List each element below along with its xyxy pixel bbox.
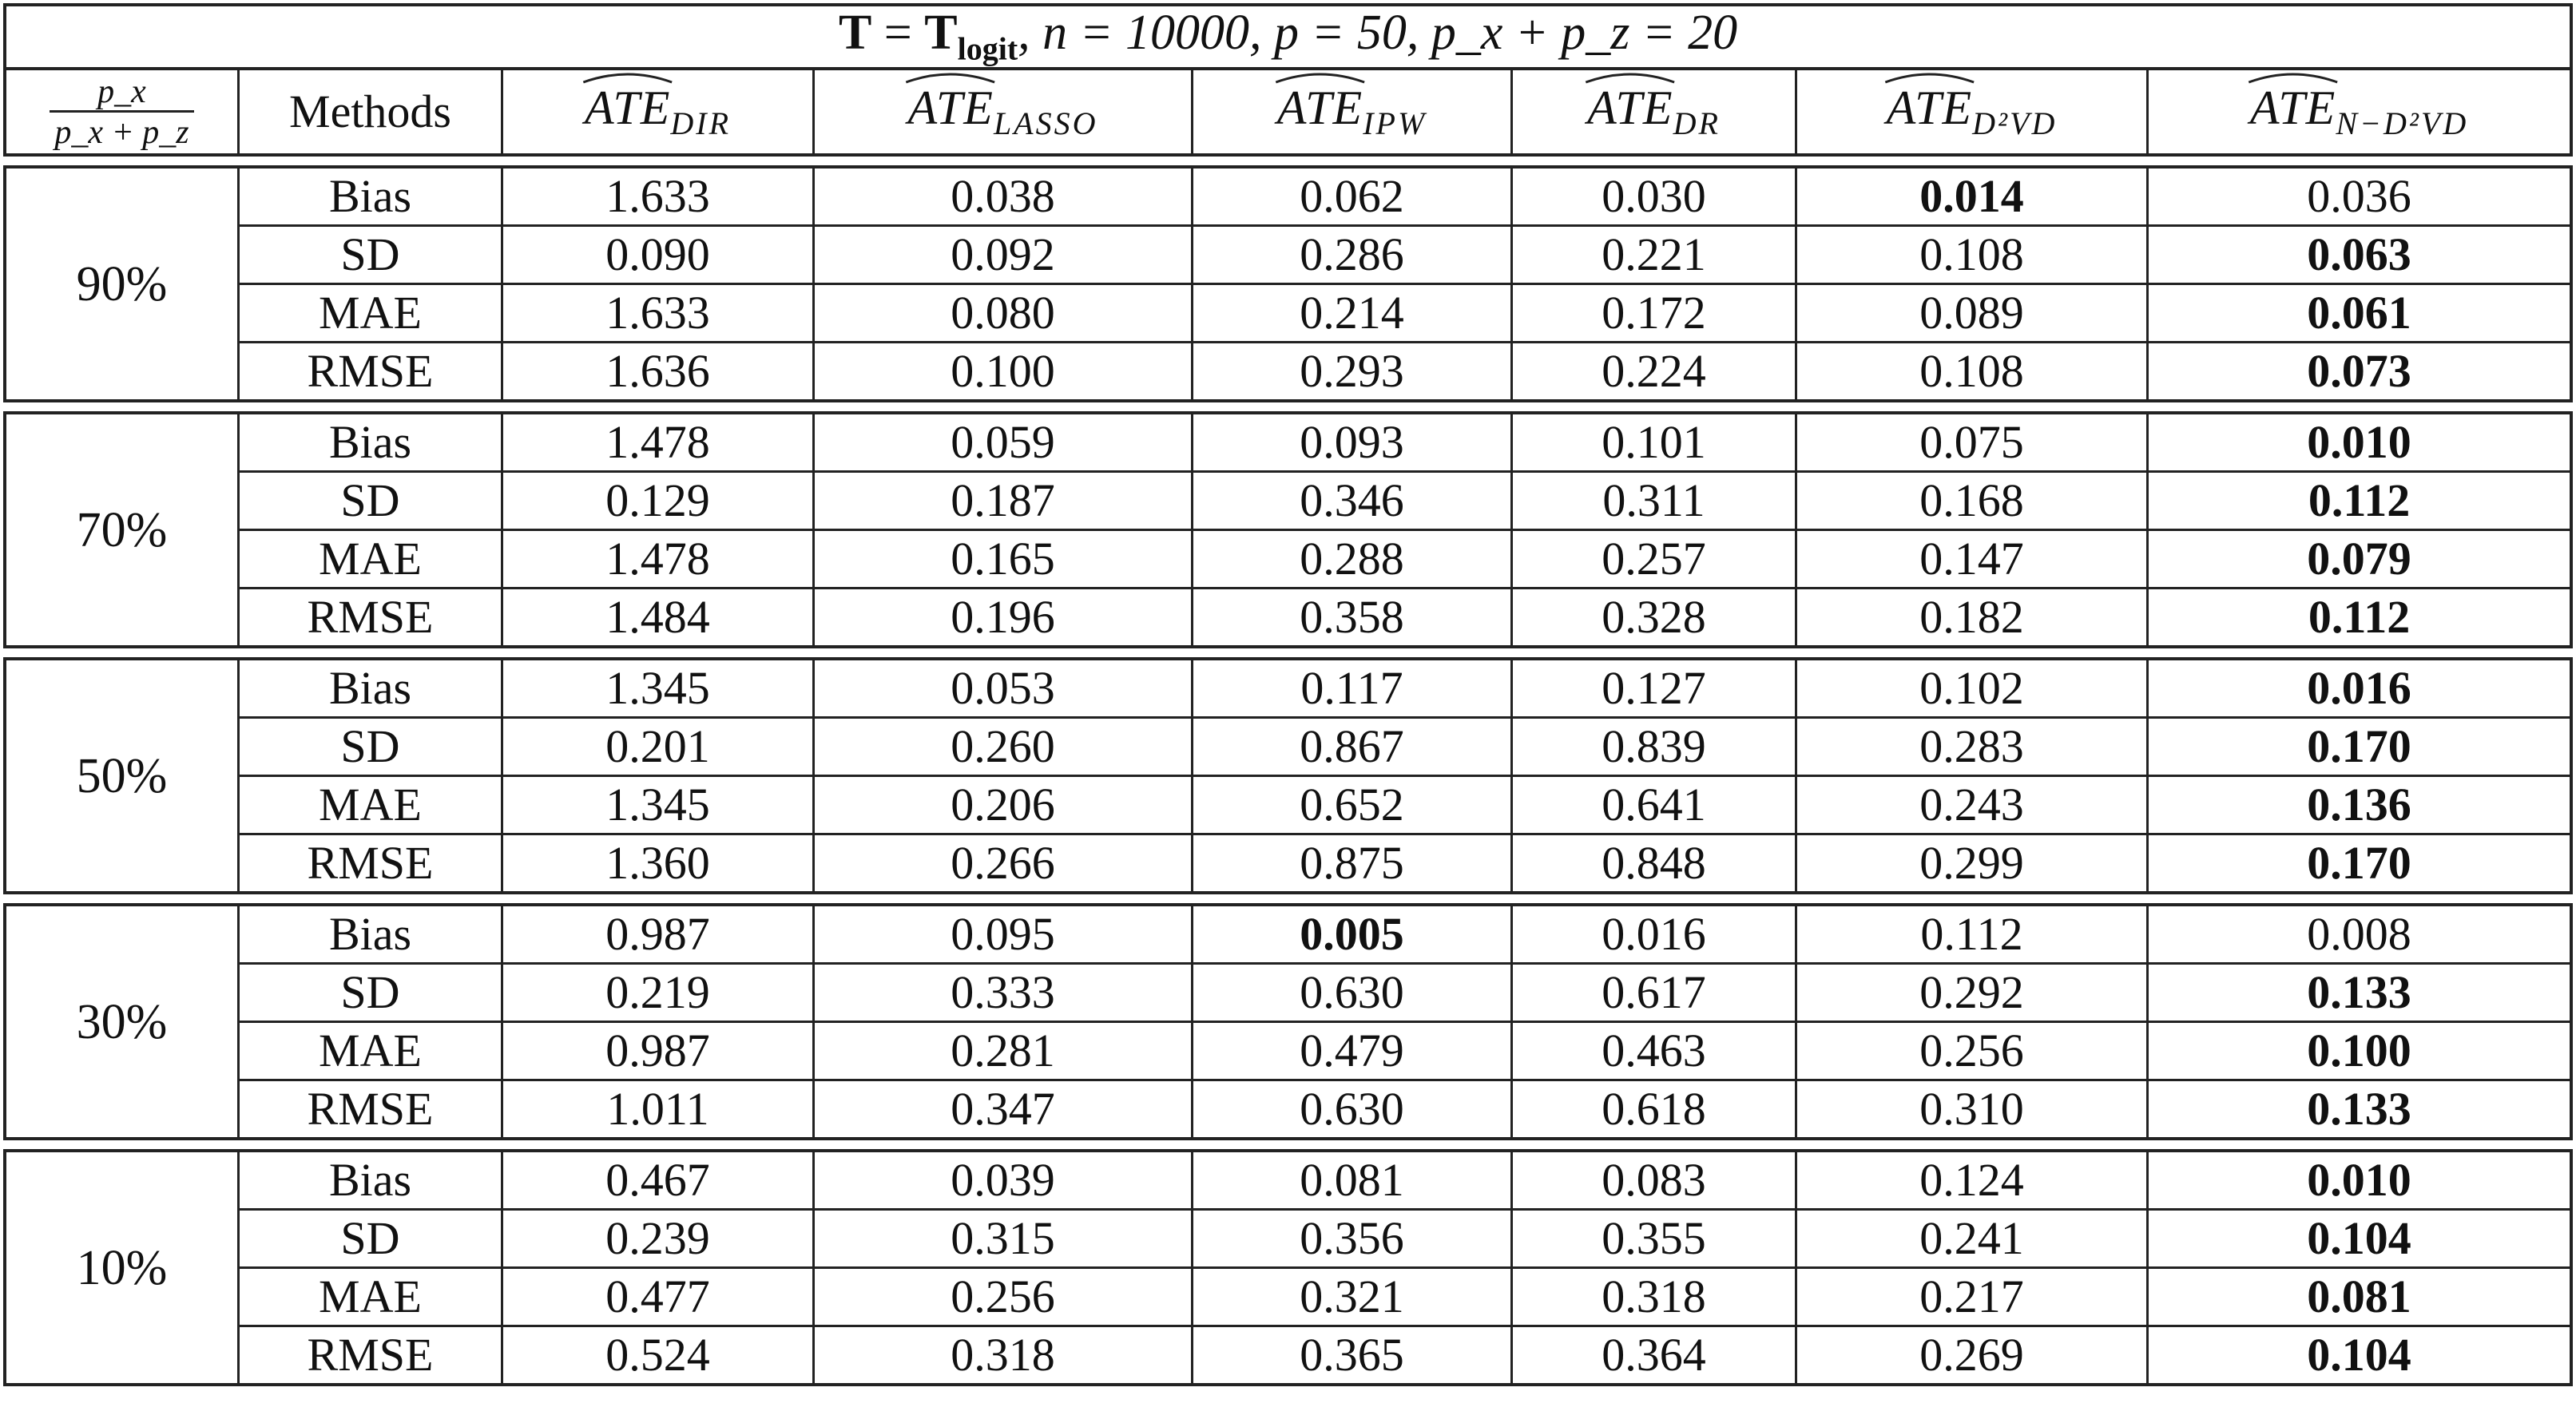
value-cell: 0.127 <box>1513 657 1797 719</box>
value-cell: 1.484 <box>503 589 815 648</box>
table-row <box>3 531 2573 589</box>
value-cell: 0.014 <box>1797 165 2149 227</box>
group-spacer-cell <box>3 1140 2573 1149</box>
value-cell: 0.347 <box>815 1081 1193 1140</box>
value-cell: 0.239 <box>503 1211 815 1269</box>
table-row <box>3 589 2573 648</box>
value-cell: 0.311 <box>1513 473 1797 531</box>
table-row <box>3 285 2573 343</box>
estimator-sub: LASSO <box>993 105 1098 141</box>
estimator-sub: D²VD <box>1972 105 2058 141</box>
group-spacer <box>3 1140 2573 1149</box>
value-cell: 0.062 <box>1193 165 1513 227</box>
value-cell: 0.038 <box>815 165 1193 227</box>
value-cell: 0.168 <box>1797 473 2149 531</box>
metric-label: Bias <box>240 1149 503 1211</box>
estimator-base: ATE <box>584 81 671 134</box>
value-cell: 0.288 <box>1193 531 1513 589</box>
estimator-base: ATE <box>1587 81 1673 134</box>
table-row <box>3 473 2573 531</box>
value-cell: 0.293 <box>1193 343 1513 402</box>
value-cell: 0.839 <box>1513 719 1797 777</box>
value-cell: 0.358 <box>1193 589 1513 648</box>
value-cell: 0.100 <box>815 343 1193 402</box>
value-cell: 0.467 <box>503 1149 815 1211</box>
value-cell: 0.281 <box>815 1023 1193 1081</box>
estimator-base: ATE <box>1276 81 1363 134</box>
value-cell: 0.867 <box>1193 719 1513 777</box>
header-est-2 <box>1193 70 1513 157</box>
table-row <box>3 835 2573 894</box>
value-cell: 0.355 <box>1513 1211 1797 1269</box>
value-cell: 0.108 <box>1797 227 2149 285</box>
value-cell: 0.214 <box>1193 285 1513 343</box>
value-cell: 0.241 <box>1797 1211 2149 1269</box>
value-cell: 0.129 <box>503 473 815 531</box>
metric-label: MAE <box>240 1269 503 1327</box>
value-cell: 0.187 <box>815 473 1193 531</box>
value-cell: 0.266 <box>815 835 1193 894</box>
value-cell: 0.095 <box>815 903 1193 965</box>
value-cell: 0.224 <box>1513 343 1797 402</box>
value-cell: 0.170 <box>2149 835 2573 894</box>
value-cell: 0.170 <box>2149 719 2573 777</box>
metric-label: SD <box>240 473 503 531</box>
value-cell: 0.283 <box>1797 719 2149 777</box>
value-cell: 0.101 <box>1513 411 1797 473</box>
value-cell: 0.117 <box>1193 657 1513 719</box>
value-cell: 0.108 <box>1797 343 2149 402</box>
value-cell: 0.061 <box>2149 285 2573 343</box>
title-t-symbol: T <box>838 6 872 61</box>
value-cell: 0.010 <box>2149 411 2573 473</box>
metric-label: Bias <box>240 657 503 719</box>
value-cell: 0.039 <box>815 1149 1193 1211</box>
value-cell: 1.345 <box>503 657 815 719</box>
value-cell: 0.079 <box>2149 531 2573 589</box>
value-cell: 0.630 <box>1193 965 1513 1023</box>
metric-label: SD <box>240 1211 503 1269</box>
header-est-1 <box>815 70 1193 157</box>
metric-label: RMSE <box>240 1327 503 1386</box>
value-cell: 0.081 <box>1193 1149 1513 1211</box>
header-est-0 <box>503 70 815 157</box>
value-cell: 0.257 <box>1513 531 1797 589</box>
table-row <box>3 1081 2573 1140</box>
value-cell: 0.016 <box>1513 903 1797 965</box>
value-cell: 0.299 <box>1797 835 2149 894</box>
header-est-3 <box>1513 70 1797 157</box>
header-est-5 <box>2149 70 2573 157</box>
table-row <box>3 965 2573 1023</box>
value-cell: 0.104 <box>2149 1327 2573 1386</box>
title-row <box>3 3 2573 70</box>
group-ratio-label: 90% <box>3 165 240 402</box>
value-cell: 0.081 <box>2149 1269 2573 1327</box>
value-cell: 0.090 <box>503 227 815 285</box>
table-title: $T = T_{logit}$, n = 10000, p = 50, p_x + p_z = 20 <box>3 3 2573 70</box>
value-cell: 0.112 <box>1797 903 2149 965</box>
estimator-sub: DR <box>1673 105 1721 141</box>
value-cell: 0.196 <box>815 589 1193 648</box>
value-cell: 0.618 <box>1513 1081 1797 1140</box>
table-row <box>3 903 2573 965</box>
value-cell: 0.124 <box>1797 1149 2149 1211</box>
ratio-denominator: p_x + p_z <box>54 113 189 151</box>
value-cell: 0.182 <box>1797 589 2149 648</box>
value-cell: 0.848 <box>1513 835 1797 894</box>
value-cell: 0.059 <box>815 411 1193 473</box>
group-spacer <box>3 402 2573 411</box>
value-cell: 0.524 <box>503 1327 815 1386</box>
value-cell: 0.217 <box>1797 1269 2149 1327</box>
value-cell: 0.172 <box>1513 285 1797 343</box>
value-cell: 0.292 <box>1797 965 2149 1023</box>
value-cell: 1.633 <box>503 165 815 227</box>
value-cell: 0.479 <box>1193 1023 1513 1081</box>
value-cell: 0.005 <box>1193 903 1513 965</box>
group-ratio-label: 70% <box>3 411 240 648</box>
value-cell: 0.315 <box>815 1211 1193 1269</box>
metric-label: SD <box>240 719 503 777</box>
value-cell: 1.478 <box>503 531 815 589</box>
estimator-sub: N−D²VD <box>2336 105 2469 141</box>
estimator-sub: IPW <box>1363 105 1427 141</box>
table-row <box>3 1327 2573 1386</box>
value-cell: 0.310 <box>1797 1081 2149 1140</box>
group-spacer-cell <box>3 648 2573 657</box>
value-cell: 0.333 <box>815 965 1193 1023</box>
estimator-sub: DIR <box>670 105 732 141</box>
table-row <box>3 719 2573 777</box>
value-cell: 1.633 <box>503 285 815 343</box>
value-cell: 0.321 <box>1193 1269 1513 1327</box>
value-cell: 0.133 <box>2149 1081 2573 1140</box>
metric-label: Bias <box>240 165 503 227</box>
value-cell: 0.083 <box>1513 1149 1797 1211</box>
table-row <box>3 657 2573 719</box>
value-cell: 0.630 <box>1193 1081 1513 1140</box>
group-spacer-cell <box>3 402 2573 411</box>
value-cell: 0.463 <box>1513 1023 1797 1081</box>
value-cell: 0.075 <box>1797 411 2149 473</box>
value-cell: 0.260 <box>815 719 1193 777</box>
value-cell: 0.219 <box>503 965 815 1023</box>
value-cell: 0.346 <box>1193 473 1513 531</box>
value-cell: 0.089 <box>1797 285 2149 343</box>
value-cell: 0.364 <box>1513 1327 1797 1386</box>
value-cell: 0.112 <box>2149 589 2573 648</box>
value-cell: 0.987 <box>503 1023 815 1081</box>
value-cell: 0.104 <box>2149 1211 2573 1269</box>
table-row <box>3 227 2573 285</box>
value-cell: 0.318 <box>1513 1269 1797 1327</box>
group-spacer <box>3 648 2573 657</box>
value-cell: 0.875 <box>1193 835 1513 894</box>
value-cell: 0.036 <box>2149 165 2573 227</box>
value-cell: 1.478 <box>503 411 815 473</box>
value-cell: 0.286 <box>1193 227 1513 285</box>
metric-label: MAE <box>240 531 503 589</box>
value-cell: 0.256 <box>815 1269 1193 1327</box>
group-spacer <box>3 894 2573 903</box>
value-cell: 0.136 <box>2149 777 2573 835</box>
metric-label: MAE <box>240 285 503 343</box>
group-spacer-cell <box>3 894 2573 903</box>
estimator-base: ATE <box>907 81 994 134</box>
value-cell: 0.092 <box>815 227 1193 285</box>
value-cell: 1.636 <box>503 343 815 402</box>
value-cell: 0.356 <box>1193 1211 1513 1269</box>
header-row <box>3 70 2573 157</box>
estimator-base: ATE <box>1886 81 1973 134</box>
header-est-4 <box>1797 70 2149 157</box>
value-cell: 0.652 <box>1193 777 1513 835</box>
value-cell: 0.269 <box>1797 1327 2149 1386</box>
table-row <box>3 165 2573 227</box>
table-row <box>3 1149 2573 1211</box>
value-cell: 0.987 <box>503 903 815 965</box>
group-ratio-label: 50% <box>3 657 240 894</box>
table-row <box>3 1211 2573 1269</box>
value-cell: 0.221 <box>1513 227 1797 285</box>
metric-label: RMSE <box>240 343 503 402</box>
table-row <box>3 411 2573 473</box>
value-cell: 0.328 <box>1513 589 1797 648</box>
title-rest: n = 10000, p = 50, p_x + p_z = 20 <box>1042 6 1738 61</box>
value-cell: 1.360 <box>503 835 815 894</box>
value-cell: 0.201 <box>503 719 815 777</box>
value-cell: 0.010 <box>2149 1149 2573 1211</box>
table-row <box>3 1023 2573 1081</box>
ratio-numerator: p_x <box>50 75 193 113</box>
value-cell: 0.063 <box>2149 227 2573 285</box>
value-cell: 0.206 <box>815 777 1193 835</box>
table-row <box>3 343 2573 402</box>
value-cell: 0.073 <box>2149 343 2573 402</box>
value-cell: 0.318 <box>815 1327 1193 1386</box>
value-cell: 0.147 <box>1797 531 2149 589</box>
group-spacer <box>3 157 2573 165</box>
metric-label: SD <box>240 965 503 1023</box>
group-spacer-cell <box>3 157 2573 165</box>
header-ratio-cell <box>3 70 240 157</box>
metric-label: MAE <box>240 777 503 835</box>
value-cell: 0.477 <box>503 1269 815 1327</box>
group-ratio-label: 30% <box>3 903 240 1140</box>
value-cell: 0.641 <box>1513 777 1797 835</box>
value-cell: 1.011 <box>503 1081 815 1140</box>
metric-label: Bias <box>240 903 503 965</box>
metric-label: RMSE <box>240 1081 503 1140</box>
value-cell: 0.112 <box>2149 473 2573 531</box>
metric-label: MAE <box>240 1023 503 1081</box>
table-row <box>3 777 2573 835</box>
value-cell: 0.243 <box>1797 777 2149 835</box>
value-cell: 1.345 <box>503 777 815 835</box>
value-cell: 0.080 <box>815 285 1193 343</box>
metric-label: SD <box>240 227 503 285</box>
ratio-fraction <box>50 75 193 149</box>
value-cell: 0.102 <box>1797 657 2149 719</box>
metric-label: RMSE <box>240 589 503 648</box>
title-t-subscript: logit <box>957 30 1018 67</box>
value-cell: 0.133 <box>2149 965 2573 1023</box>
value-cell: 0.617 <box>1513 965 1797 1023</box>
header-methods: Methods <box>240 70 503 157</box>
value-cell: 0.030 <box>1513 165 1797 227</box>
value-cell: 0.016 <box>2149 657 2573 719</box>
results-table <box>3 3 2573 1386</box>
value-cell: 0.093 <box>1193 411 1513 473</box>
value-cell: 0.365 <box>1193 1327 1513 1386</box>
table-row <box>3 1269 2573 1327</box>
title-t-symbol-2: T <box>924 6 958 61</box>
value-cell: 0.100 <box>2149 1023 2573 1081</box>
value-cell: 0.256 <box>1797 1023 2149 1081</box>
value-cell: 0.008 <box>2149 903 2573 965</box>
value-cell: 0.165 <box>815 531 1193 589</box>
value-cell: 0.053 <box>815 657 1193 719</box>
group-ratio-label: 10% <box>3 1149 240 1386</box>
metric-label: RMSE <box>240 835 503 894</box>
estimator-base: ATE <box>2249 81 2336 134</box>
metric-label: Bias <box>240 411 503 473</box>
